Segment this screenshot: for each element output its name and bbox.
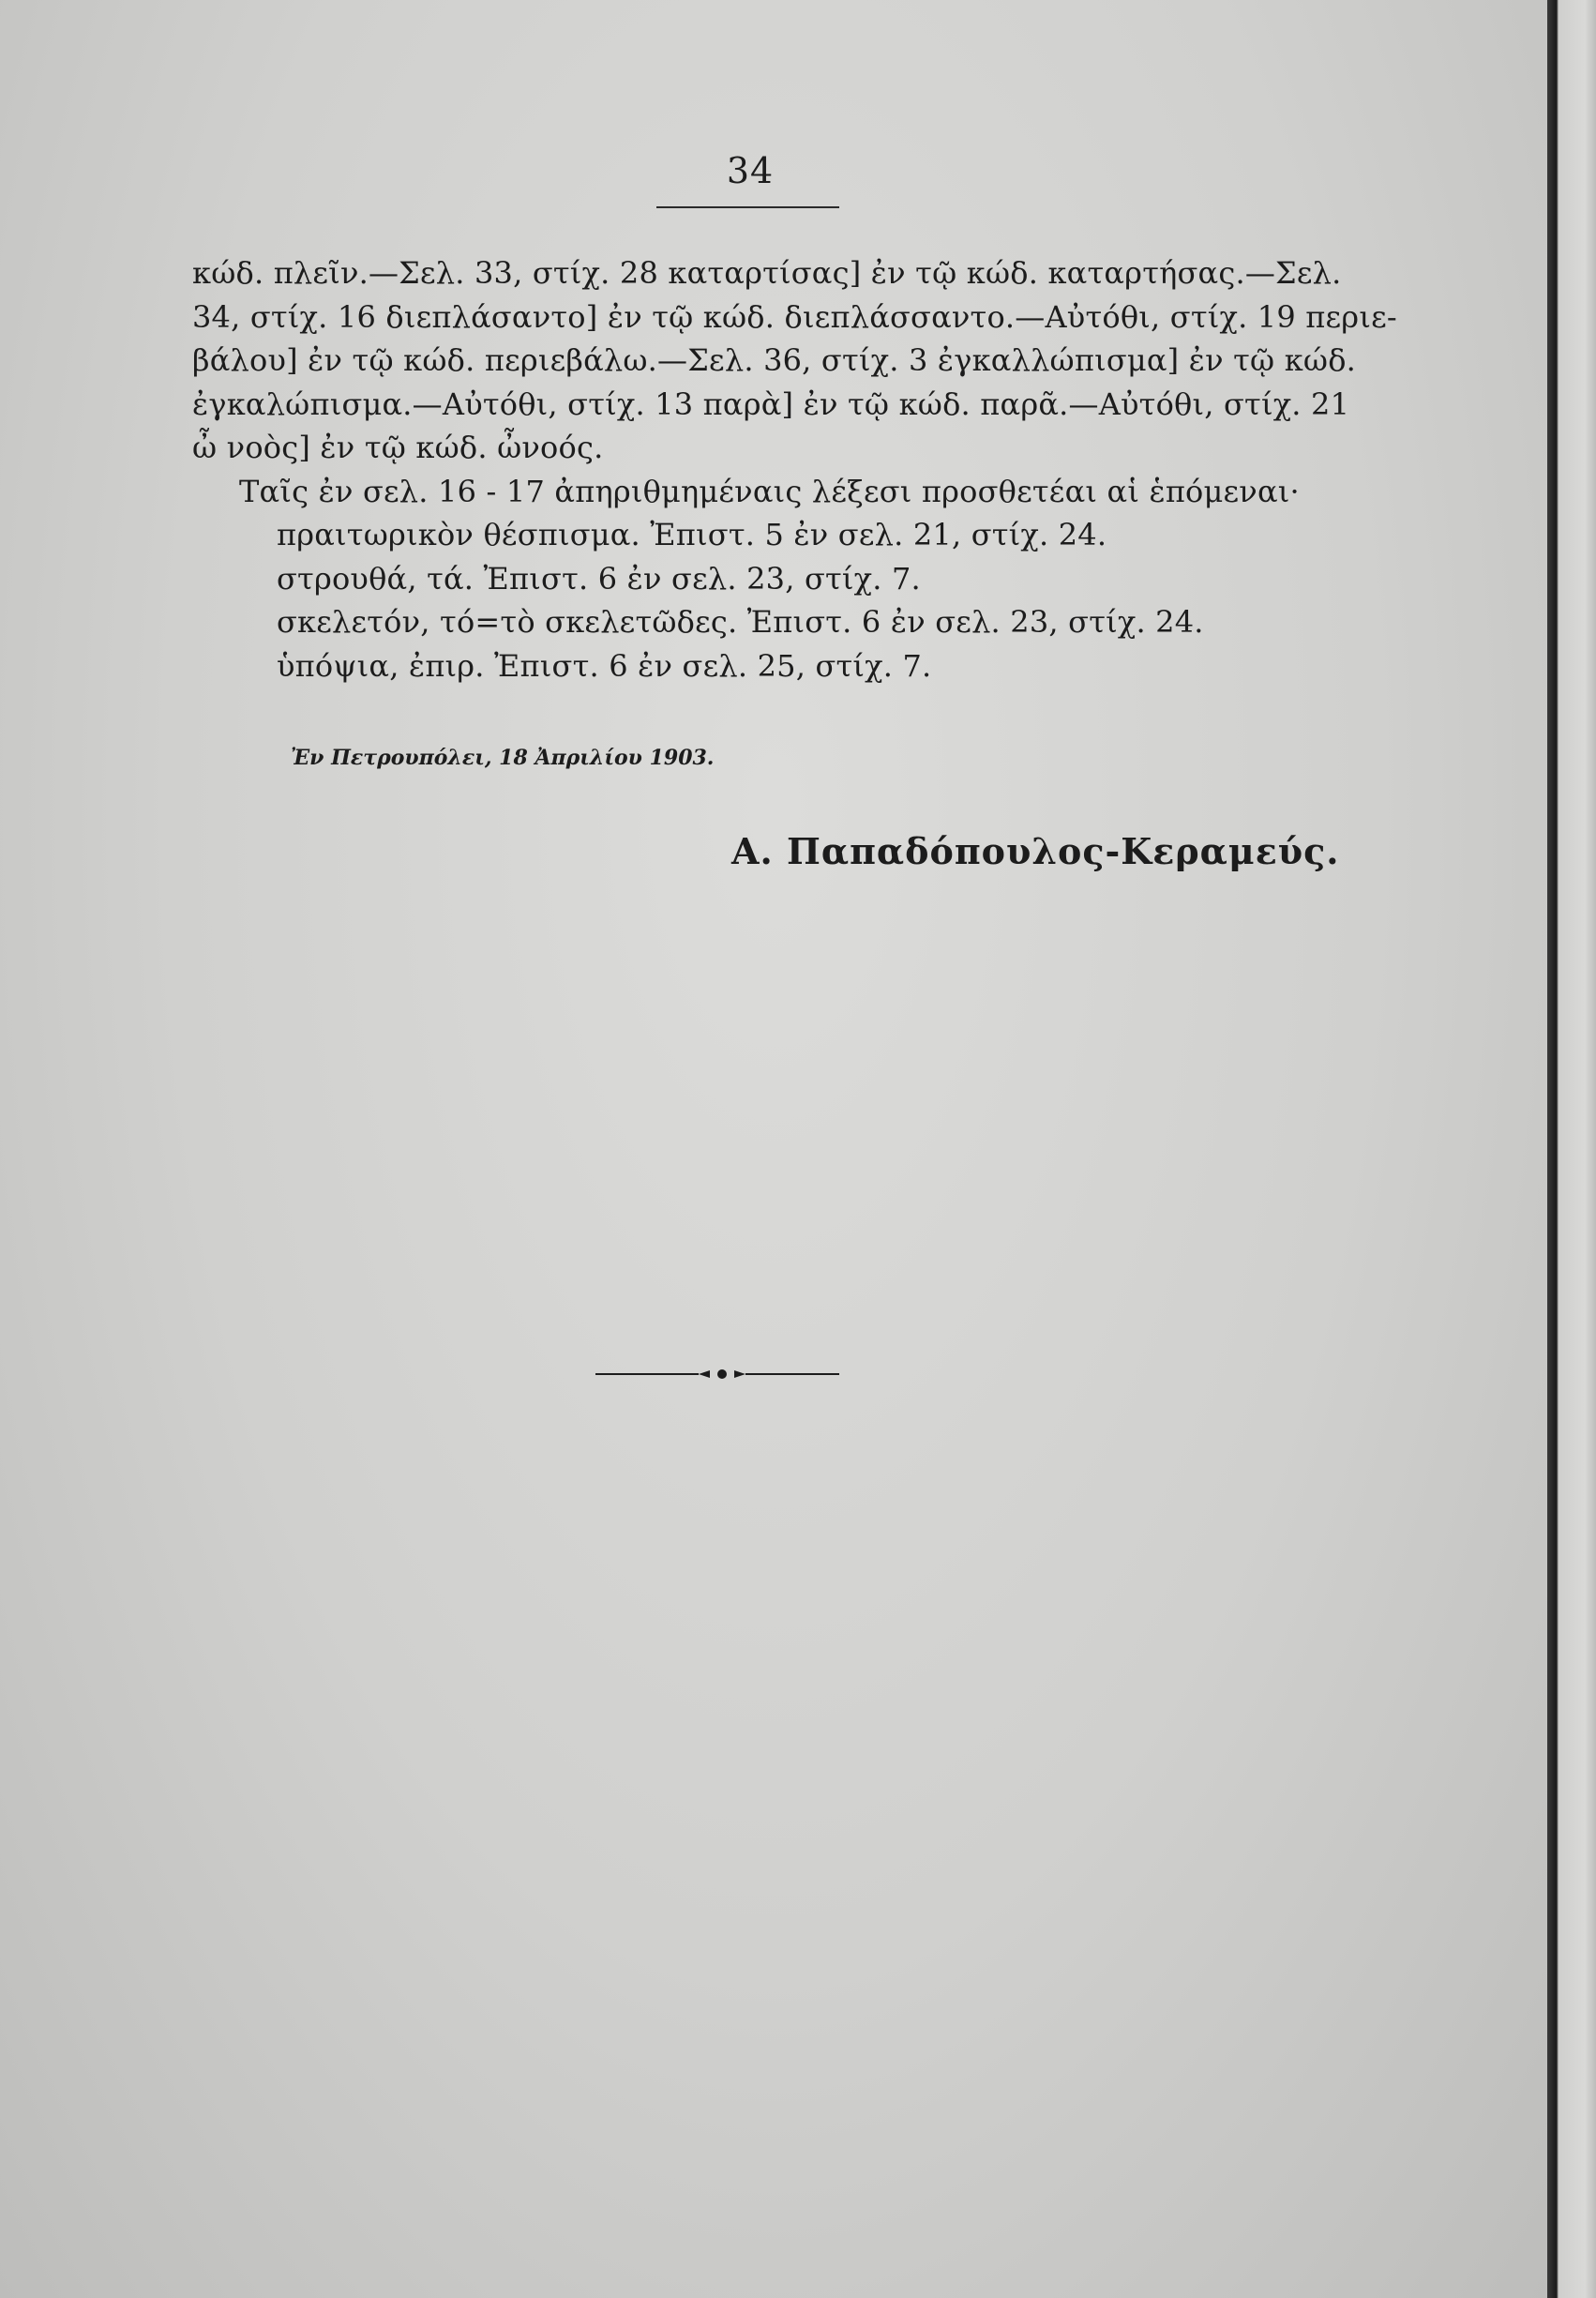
body-line-1: κώδ. πλεῖν.—Σελ. 33, στίχ. 28 καταρτίσας] ἐν τῷ κώδ. καταρτήσας.—Σελ. <box>192 255 1342 291</box>
body-line-2: 34, στίχ. 16 διεπλάσαντο] ἐν τῷ κώδ. διεπλάσσαντο.—Αὐτόθι, στίχ. 19 περιε- <box>192 298 1397 335</box>
addenda-paragraph: Ταῖς ἐν σελ. 16 - 17 ἀπηριθμημέναις λέξεσι προσθετέαι αἱ ἑπόμεναι· <box>239 473 1300 509</box>
end-ornament-icon <box>595 1365 839 1383</box>
body-line-3: βάλου] ἐν τῷ κώδ. περιεβάλω.—Σελ. 36, στίχ. 3 ἐγκαλλώπισμα] ἐν τῷ κώδ. <box>192 342 1357 378</box>
page-number-container <box>656 150 844 191</box>
body-line-4: ἐγκαλώπισμα.—Αὐτόθι, στίχ. 13 παρὰ] ἐν τῷ κώδ. παρᾶ.—Αὐτόθι, στίχ. 21 <box>192 386 1350 422</box>
binding-edge <box>1547 0 1596 2298</box>
addenda-entry-2: στρουθά, τά. Ἐπιστ. 6 ἐν σελ. 23, στίχ. 7. <box>277 560 921 597</box>
body-line-5: ὦ νοὸς] ἐν τῷ κώδ. ὦνοός. <box>192 430 604 465</box>
page-number: 34 <box>726 150 775 191</box>
author-signature: Α. Παπαδόπουλος-Κεραμεύς. <box>731 830 1340 872</box>
page-number-rule <box>656 206 839 208</box>
dateline: Ἐν Πετρουπόλει, 18 Ἀπριλίου 1903. <box>291 746 715 770</box>
addenda-entry-1: πραιτωρικὸν θέσπισμα. Ἐπιστ. 5 ἐν σελ. 21, στίχ. 24. <box>277 517 1107 552</box>
addenda-entry-4: ὑπόψια, ἐπιρ. Ἐπιστ. 6 ἐν σελ. 25, στίχ. 7. <box>277 647 932 684</box>
addenda-entry-3: σκελετόν, τό=τὸ σκελετῶδες. Ἐπιστ. 6 ἐν σελ. 23, στίχ. 24. <box>277 604 1204 640</box>
text-block <box>192 251 1397 688</box>
